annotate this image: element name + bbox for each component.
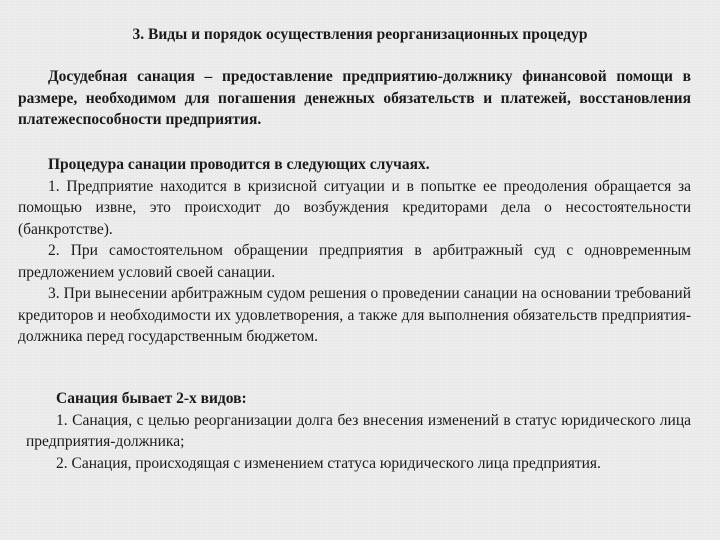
case-item-3: 3. При вынесении арбитражным судом решения о проведении санации на основании требований кредиторов и необходимости их удовлетворения, а также для выполнения обязательств предприятия-должника перед государственным бюджетом.	[18, 285, 691, 345]
case-item-2: 2. При самостоятельном обращении предприятия в арбитражный суд с одновременным предложением условий своей санации.	[18, 242, 691, 281]
type-item-1: 1. Санация, с целью реорганизации долга без внесения изменений в статус юридического лица предприятия-должника;	[26, 411, 691, 450]
intro-block	[18, 66, 691, 131]
intro-paragraph: Досудебная санация – предоставление предприятию-должнику финансовой помощи в размере, необходимом для погашения денежных обязательств и платежей, восстановления платежеспособности предприятия.	[18, 68, 691, 128]
cases-block	[18, 154, 691, 348]
cases-heading: Процедура санации проводится в следующих случаях.	[48, 156, 430, 173]
slide-title: 3. Виды и порядок осуществления реорганизационных процедур	[132, 26, 588, 43]
case-item-1: 1. Предприятие находится в кризисной ситуации и в попытке ее преодоления обращается за помощью извне, это происходит до возбуждения кредиторами дела о несостоятельности (банкротстве).	[18, 177, 691, 238]
types-heading: Санация бывает 2-х видов:	[56, 390, 247, 407]
types-block	[26, 388, 691, 474]
type-item-2: 2. Санация, происходящая с изменением статуса юридического лица предприятия.	[56, 454, 601, 472]
